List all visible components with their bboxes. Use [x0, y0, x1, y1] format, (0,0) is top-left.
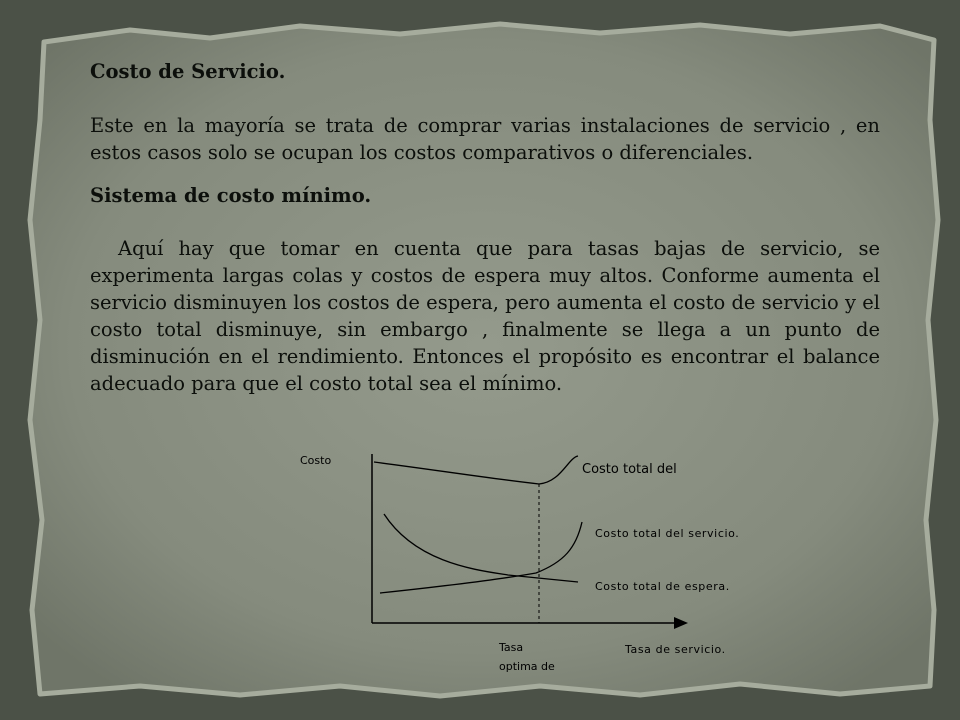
cost-curves-diagram — [296, 448, 776, 683]
optimal-rate-label-line1: Tasa — [499, 641, 524, 654]
x-axis-arrow-icon — [674, 617, 688, 629]
total-cost-curve — [374, 456, 578, 484]
service-cost-curve — [380, 522, 582, 593]
waiting-cost-label: Costo total de espera. — [595, 580, 730, 593]
service-cost-label: Costo total del servicio. — [595, 527, 740, 540]
text-block — [90, 58, 880, 397]
total-cost-label: Costo total del — [582, 462, 677, 477]
heading-sistema-costo-minimo: Sistema de costo mínimo. — [90, 184, 372, 207]
paragraph-sistema-costo-minimo: Aquí hay que tomar en cuenta que para tasas bajas de servicio, se experimenta largas colas y costos de espera muy altos. Conforme aumenta el servicio disminuyen los costos de espera, pero aumenta el costo de servicio y el costo total disminuye, sin embargo , finalmente se llega a un punto de disminución en el rendimiento. Entonces el propósito es encontrar el balance adecuado para que el costo total sea el mínimo. — [90, 237, 880, 395]
heading-costo-de-servicio: Costo de Servicio. — [90, 60, 286, 83]
paragraph-costo-de-servicio: Este en la mayoría se trata de comprar varias instalaciones de servicio , en estos casos solo se ocupan los costos comparativos o diferenciales. — [90, 114, 880, 164]
y-axis-label: Costo — [300, 454, 332, 467]
x-axis-label: Tasa de servicio. — [625, 643, 726, 656]
optimal-rate-label-line2: optima de — [499, 660, 555, 673]
waiting-cost-curve — [384, 514, 578, 582]
